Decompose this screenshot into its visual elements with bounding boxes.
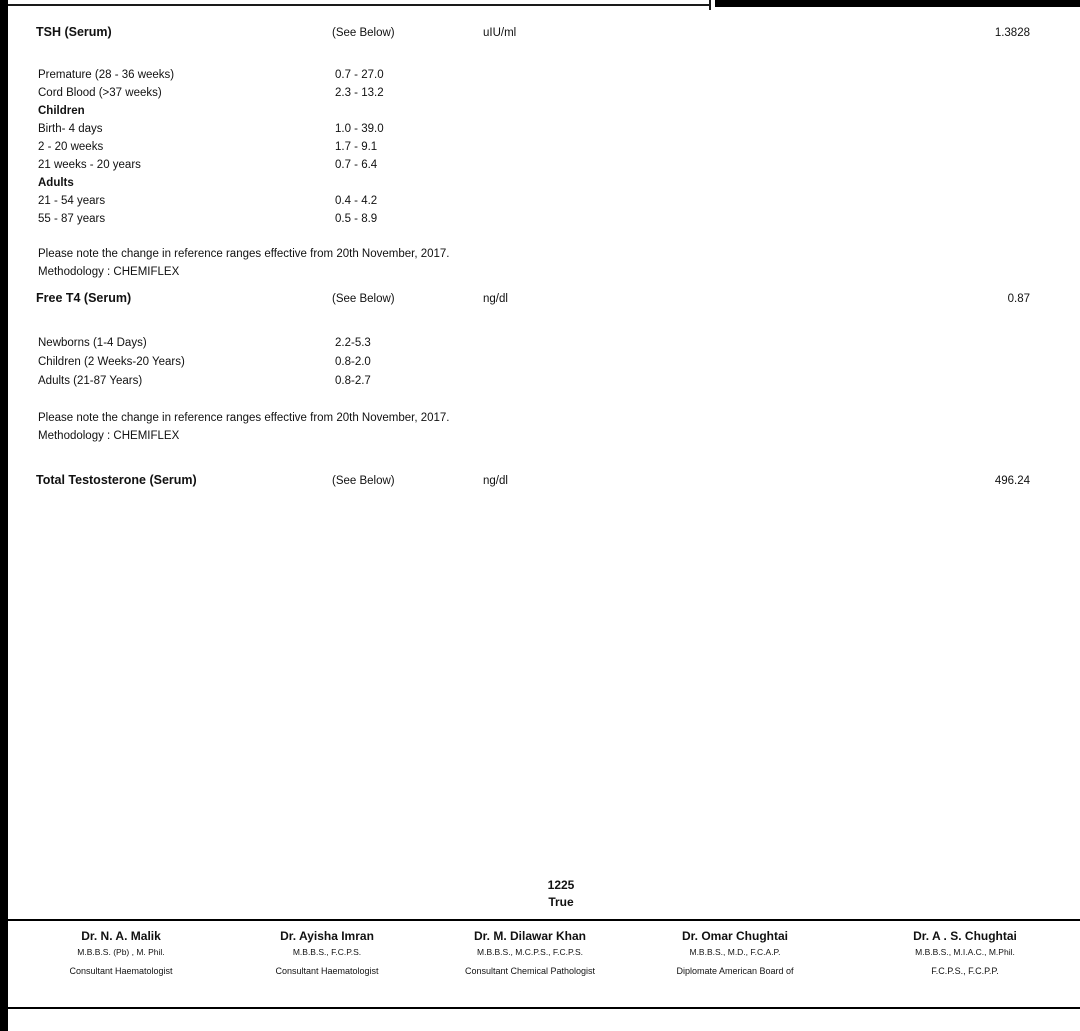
test-row-free-t4: [0, 290, 1080, 306]
test-row-total-testosterone: [0, 472, 1080, 488]
methodology-note: Methodology : CHEMIFLEX: [38, 430, 180, 442]
range-row: [0, 372, 1080, 391]
range-label: Children: [38, 105, 85, 117]
top-border-tick: [709, 0, 711, 10]
range-change-note: Please note the change in reference ranges effective from 20th November, 2017.: [38, 412, 450, 424]
doctor-title: Consultant Chemical Pathologist: [464, 966, 596, 976]
doctor-title: Consultant Haematologist: [275, 966, 379, 976]
range-label: 55 - 87 years: [38, 213, 106, 225]
top-border-line: [8, 4, 710, 6]
tsh-reference-ranges: [0, 66, 1080, 228]
range-label: Newborns (1-4 Days): [38, 337, 147, 349]
test-result-value: 496.24: [994, 475, 1030, 487]
test-unit: ng/dl: [483, 293, 508, 305]
test-row-tsh: [0, 24, 1080, 40]
methodology-note: Methodology : CHEMIFLEX: [38, 266, 180, 278]
range-label: Cord Blood (>37 weeks): [38, 87, 162, 99]
doctor-qualifications: M.B.B.S. (Pb) , M. Phil.: [77, 947, 165, 957]
range-row: [0, 156, 1080, 174]
range-value: 0.8-2.7: [335, 375, 371, 387]
bottom-border-line: [0, 1007, 1080, 1009]
range-label: 2 - 20 weeks: [38, 141, 104, 153]
range-group-header: [0, 174, 1080, 192]
doctor-name: Dr. A . S. Chughtai: [913, 929, 1017, 943]
doctor-qualifications: M.B.B.S., F.C.P.S.: [292, 947, 362, 957]
doctor-title: Diplomate American Board of: [676, 966, 794, 976]
doctor-qualifications: M.B.B.S., M.I.A.C., M.Phil.: [915, 947, 1015, 957]
report-code: 1225: [547, 878, 575, 892]
range-row: [0, 66, 1080, 84]
range-label: 21 - 54 years: [38, 195, 106, 207]
doctor-column: [855, 929, 1075, 977]
range-row: [0, 84, 1080, 102]
doctor-qualifications: M.B.B.S., M.D., F.C.A.P.: [689, 947, 781, 957]
report-code-block: [481, 877, 641, 911]
range-label: Adults (21-87 Years): [38, 375, 143, 387]
doctors-divider-line: [0, 919, 1080, 921]
range-label: Birth- 4 days: [38, 123, 103, 135]
test-reference: (See Below): [332, 475, 395, 487]
tsh-notes: [0, 245, 1080, 281]
test-reference: (See Below): [332, 27, 395, 39]
doctor-name: Dr. Ayisha Imran: [280, 929, 374, 943]
range-change-note: Please note the change in reference ranges effective from 20th November, 2017.: [38, 248, 450, 260]
test-unit: ng/dl: [483, 475, 508, 487]
test-name: TSH (Serum): [36, 25, 112, 39]
range-value: 2.2-5.3: [335, 337, 371, 349]
range-value: 2.3 - 13.2: [335, 87, 384, 99]
range-label: Children (2 Weeks-20 Years): [38, 356, 185, 368]
range-value: 0.7 - 27.0: [335, 69, 384, 81]
doctor-title: Consultant Haematologist: [69, 966, 173, 976]
range-value: 1.0 - 39.0: [335, 123, 384, 135]
test-result-value: 1.3828: [994, 27, 1030, 39]
range-value: 0.7 - 6.4: [335, 159, 378, 171]
range-row: [0, 210, 1080, 228]
range-row: [0, 353, 1080, 372]
test-name: Free T4 (Serum): [36, 291, 132, 305]
free-t4-notes: [0, 409, 1080, 445]
doctor-title: F.C.P.S., F.C.P.P.: [931, 966, 999, 976]
range-label: 21 weeks - 20 years: [38, 159, 141, 171]
doctor-name: Dr. M. Dilawar Khan: [473, 929, 587, 943]
doctor-column: [11, 929, 231, 977]
doctor-column: [217, 929, 437, 977]
range-row: [0, 120, 1080, 138]
range-value: 1.7 - 9.1: [335, 141, 378, 153]
range-value: 0.8-2.0: [335, 356, 371, 368]
range-row: [0, 192, 1080, 210]
range-label: Premature (28 - 36 weeks): [38, 69, 175, 81]
report-flag: True: [548, 895, 574, 909]
free-t4-reference-ranges: [0, 334, 1080, 391]
test-name: Total Testosterone (Serum): [36, 473, 197, 487]
range-group-header: [0, 102, 1080, 120]
test-unit: uIU/ml: [483, 27, 517, 39]
range-row: [0, 334, 1080, 353]
test-result-value: 0.87: [1007, 293, 1030, 305]
doctors-signature-row: [0, 929, 1080, 989]
range-row: [0, 138, 1080, 156]
test-reference: (See Below): [332, 293, 395, 305]
doctor-name: Dr. Omar Chughtai: [681, 929, 788, 943]
range-value: 0.5 - 8.9: [335, 213, 378, 225]
doctor-name: Dr. N. A. Malik: [81, 929, 161, 943]
doctor-column: [420, 929, 640, 977]
range-label: Adults: [38, 177, 74, 189]
range-value: 0.4 - 4.2: [335, 195, 378, 207]
doctor-qualifications: M.B.B.S., M.C.P.S., F.C.P.S.: [477, 947, 583, 957]
doctor-column: [625, 929, 845, 977]
top-border-bar: [715, 0, 1080, 7]
